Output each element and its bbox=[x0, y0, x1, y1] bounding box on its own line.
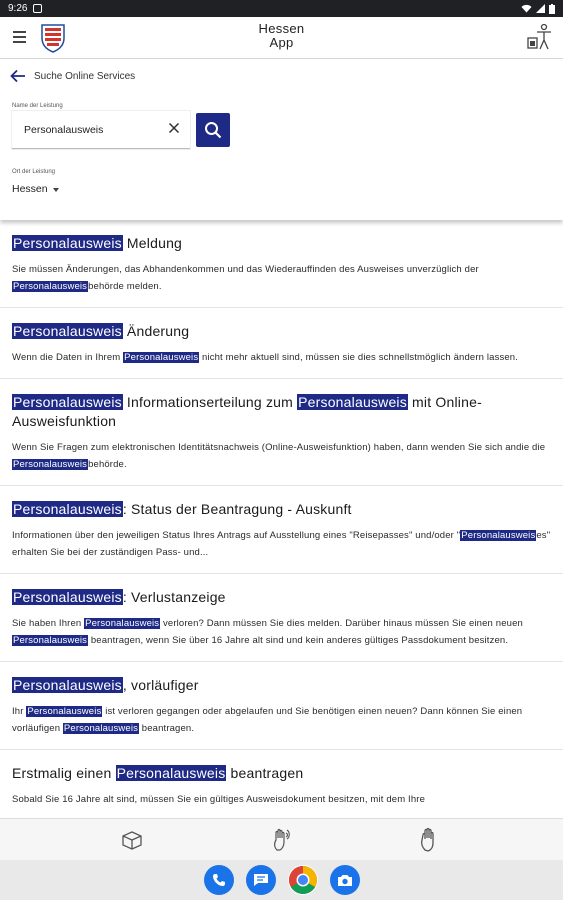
messages-icon bbox=[253, 873, 269, 887]
result-description bbox=[12, 703, 551, 737]
app-title-line1: Hessen bbox=[258, 21, 305, 36]
result-title-text: Informationserteilung zum bbox=[122, 394, 298, 410]
service-field-label: Name der Leistung bbox=[12, 103, 63, 109]
location-field-label: Ort der Leistung bbox=[12, 169, 56, 175]
bottom-navigation bbox=[0, 818, 563, 860]
search-panel bbox=[0, 59, 563, 220]
result-description bbox=[12, 349, 551, 366]
location-select-value: Hessen bbox=[12, 183, 48, 195]
result-description-text: behörde. bbox=[88, 459, 127, 470]
search-term-highlight: Personalausweis bbox=[13, 459, 88, 470]
result-title-text: mit Online-Ausweisfunktion bbox=[12, 394, 482, 429]
search-term-highlight: Personalausweis bbox=[13, 589, 122, 605]
result-title bbox=[12, 500, 551, 519]
camera-icon bbox=[337, 874, 353, 887]
box-hand-icon[interactable] bbox=[119, 827, 145, 853]
back-label: Suche Online Services bbox=[34, 70, 136, 82]
search-term-highlight: Personalausweis bbox=[124, 352, 199, 363]
result-title-text: , vorläufiger bbox=[122, 677, 199, 693]
search-term-highlight: Personalausweis bbox=[461, 530, 536, 541]
result-item[interactable] bbox=[0, 379, 563, 486]
result-description-text: Sobald Sie 16 Jahre alt sind, müssen Sie ein gültiges Ausweisdokument besitzen, mit dem Ihre bbox=[12, 794, 426, 805]
camera-app[interactable] bbox=[330, 865, 360, 895]
phone-app[interactable] bbox=[204, 865, 234, 895]
search-term-highlight: Personalausweis bbox=[116, 765, 226, 781]
search-term-highlight: Personalausweis bbox=[13, 235, 122, 251]
result-description-text: beantragen. bbox=[139, 723, 195, 734]
search-term-highlight: Personalausweis bbox=[27, 706, 102, 717]
result-title bbox=[12, 764, 551, 783]
results-list bbox=[0, 220, 563, 818]
app-title-line2: App bbox=[269, 35, 294, 50]
result-description bbox=[12, 615, 551, 649]
chevron-down-icon bbox=[53, 188, 59, 192]
accessibility-icon[interactable] bbox=[527, 23, 553, 51]
status-time: 9:26 bbox=[8, 3, 28, 14]
signal-icon bbox=[536, 4, 545, 13]
search-term-highlight: Personalausweis bbox=[13, 677, 122, 693]
result-description-text: Sie haben Ihren bbox=[12, 618, 85, 629]
back-arrow-icon[interactable] bbox=[10, 69, 26, 83]
search-term-highlight: Personalausweis bbox=[13, 635, 88, 646]
status-bar bbox=[0, 0, 563, 17]
result-description-text: behörde melden. bbox=[88, 281, 162, 292]
result-description-text: Sie müssen Änderungen, das Abhandenkommen und das Wiederauffinden des Ausweises unverzüglich der bbox=[12, 264, 479, 275]
result-description bbox=[12, 261, 551, 295]
result-title bbox=[12, 234, 551, 253]
result-item[interactable] bbox=[0, 662, 563, 750]
result-item[interactable] bbox=[0, 220, 563, 308]
result-title bbox=[12, 322, 551, 341]
system-dock bbox=[0, 860, 563, 900]
search-term-highlight: Personalausweis bbox=[298, 394, 407, 410]
chrome-icon bbox=[288, 865, 318, 895]
search-term-highlight: Personalausweis bbox=[13, 281, 88, 292]
messages-app[interactable] bbox=[246, 865, 276, 895]
result-item[interactable] bbox=[0, 486, 563, 574]
search-term-highlight: Personalausweis bbox=[63, 723, 138, 734]
result-description-text: Wenn Sie Fragen zum elektronischen Identitätsnachweis (Online-Ausweisfunktion) haben, dann wenden Sie sich andie die bbox=[12, 442, 546, 453]
location-select[interactable] bbox=[12, 183, 59, 195]
app-title bbox=[0, 22, 563, 50]
result-description-text: Wenn die Daten in Ihrem bbox=[12, 352, 124, 363]
wifi-icon bbox=[521, 4, 532, 13]
result-title bbox=[12, 676, 551, 695]
search-term-highlight: Personalausweis bbox=[13, 501, 122, 517]
result-title bbox=[12, 588, 551, 607]
result-description-text: Informationen über den jeweiligen Status Ihres Antrags auf Ausstellung eines "Reisepasses" und/oder " bbox=[12, 530, 461, 541]
result-title-text: beantragen bbox=[226, 765, 304, 781]
result-description-text: es" erhalten Sie bei der zuständigen Pass- und... bbox=[12, 530, 551, 558]
result-title-text: : Status der Beantragung - Auskunft bbox=[122, 501, 352, 517]
result-description bbox=[12, 791, 551, 808]
result-title-text: Änderung bbox=[122, 323, 190, 339]
result-title bbox=[12, 393, 551, 431]
chrome-app[interactable] bbox=[288, 865, 318, 895]
search-button[interactable] bbox=[196, 113, 230, 147]
result-description-text: verloren? Dann müssen Sie dies melden. Darüber hinaus müssen Sie einen neuen bbox=[160, 618, 523, 629]
search-term-highlight: Personalausweis bbox=[85, 618, 160, 629]
result-description bbox=[12, 527, 551, 561]
result-description bbox=[12, 439, 551, 473]
result-description-text: ist verloren gegangen oder abgelaufen und Sie benötigen einen neuen? Dann können Sie einen vorläufigen bbox=[12, 706, 523, 734]
clear-icon[interactable] bbox=[168, 122, 180, 134]
result-description-text: nicht mehr aktuell sind, müssen sie dies schnellstmöglich ändern lassen. bbox=[199, 352, 519, 363]
result-item[interactable] bbox=[0, 308, 563, 379]
battery-icon bbox=[549, 4, 555, 14]
hand-sign-icon[interactable] bbox=[268, 827, 294, 853]
result-description-text: beantragen, wenn Sie über 16 Jahre alt sind und kein anderes gültiges Passdokument besitzen. bbox=[88, 635, 509, 646]
search-term-highlight: Personalausweis bbox=[13, 323, 122, 339]
phone-icon bbox=[212, 873, 226, 887]
search-input[interactable] bbox=[12, 111, 190, 149]
result-title-text: : Verlustanzeige bbox=[122, 589, 226, 605]
result-item[interactable] bbox=[0, 750, 563, 818]
back-row[interactable] bbox=[10, 69, 135, 83]
search-input-value: Personalausweis bbox=[24, 123, 104, 136]
raised-hand-icon[interactable] bbox=[417, 827, 443, 853]
result-title-text: Meldung bbox=[122, 235, 183, 251]
result-description-text: Ihr bbox=[12, 706, 27, 717]
search-term-highlight: Personalausweis bbox=[13, 394, 122, 410]
search-icon bbox=[204, 121, 222, 139]
status-icons bbox=[521, 4, 555, 14]
result-title-text: Erstmalig einen bbox=[12, 765, 116, 781]
notification-icon bbox=[33, 4, 42, 13]
result-item[interactable] bbox=[0, 574, 563, 662]
app-bar bbox=[0, 17, 563, 59]
